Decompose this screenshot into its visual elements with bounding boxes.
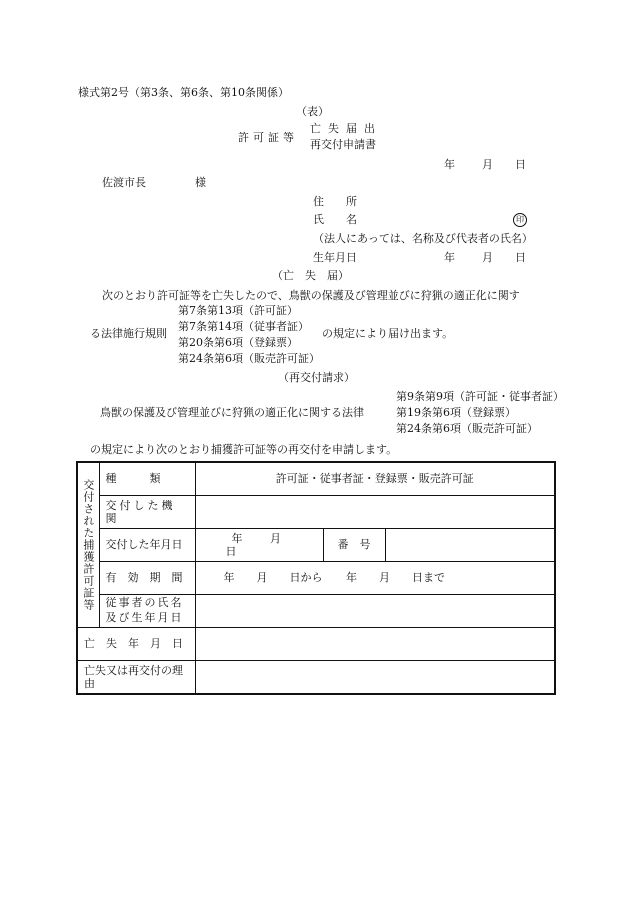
- title-left: 許可証等: [238, 131, 298, 144]
- issue-month: 月: [270, 531, 281, 545]
- validity-value[interactable]: [195, 562, 555, 595]
- type-label: 種 類: [99, 462, 195, 496]
- loss-intro: 次のとおり許可証等を亡失したので、鳥獣の保護及び管理並びに狩猟の適正化に関す: [102, 289, 520, 302]
- seal-icon: [513, 212, 527, 227]
- issue-day: 日: [225, 545, 237, 558]
- table-row: [77, 661, 555, 695]
- validity-to: 年 月 日まで: [346, 571, 445, 585]
- table-row: [77, 529, 555, 562]
- applicant-address-label: 住 所: [313, 195, 357, 208]
- birth-day: 日: [515, 251, 526, 264]
- loss-closing: の規定により届け出ます。: [322, 327, 454, 340]
- issue-date-label: 交付した年月日: [99, 529, 195, 562]
- worker-value[interactable]: [195, 595, 555, 628]
- reissue-item-2: 第19条第6項（登録票）: [396, 406, 516, 419]
- table-row: [77, 496, 555, 529]
- agency-value[interactable]: [195, 496, 555, 529]
- corp-note: （法人にあっては、名称及び代表者の氏名）: [313, 232, 533, 245]
- reissue-item-1: 第9条第9項（許可証・従事者証）: [396, 390, 564, 403]
- reissue-heading: （再交付請求）: [278, 371, 355, 384]
- reissue-law: 鳥獣の保護及び管理並びに狩猟の適正化に関する法律: [100, 406, 364, 419]
- loss-item-2: 第7条第14項（従事者証）: [178, 320, 309, 333]
- permit-table: [76, 461, 556, 695]
- addressee-honorific: 様: [195, 176, 206, 189]
- worker-label: [99, 595, 195, 628]
- reissue-item-3: 第24条第6項（販売許可証）: [396, 422, 538, 435]
- loss-item-3: 第20条第6項（登録票）: [178, 336, 298, 349]
- loss-date-value[interactable]: [195, 628, 555, 661]
- loss-item-1: 第7条第13項（許可証）: [178, 304, 298, 317]
- agency-label: 交付した機関: [99, 496, 195, 529]
- loss-item-4: 第24条第6項（販売許可証）: [178, 352, 320, 365]
- table-row: [77, 562, 555, 595]
- date-month: 月: [482, 158, 493, 171]
- form-id: 様式第2号（第3条、第6条、第10条関係）: [78, 86, 289, 99]
- seal-mark: 印: [513, 213, 527, 227]
- issue-year: 年: [231, 531, 243, 545]
- birth-year: 年: [444, 251, 455, 264]
- type-value: 許可証・従事者証・登録票・販売許可証: [195, 462, 555, 496]
- title-line2: 再交付申請書: [310, 138, 376, 151]
- loss-heading: （亡 失 届）: [272, 269, 349, 282]
- worker-label-2: 及び生年月日: [105, 611, 184, 624]
- issue-date-value[interactable]: [195, 529, 323, 562]
- loss-date-label: 亡 失 年 月 日: [77, 628, 195, 661]
- front-label: （表）: [296, 105, 329, 118]
- reason-label: 亡失又は再交付の理由: [77, 661, 195, 695]
- worker-label-1: 従事者の氏名: [105, 596, 184, 610]
- validity-label: 有 効 期 間: [99, 562, 195, 595]
- birth-label: 生年月日: [313, 251, 357, 264]
- date-year: 年: [444, 158, 455, 171]
- table-row: [77, 595, 555, 628]
- validity-from: 年 月 日から: [223, 571, 323, 585]
- table-row: [77, 462, 555, 496]
- loss-law-rule: る法律施行規則: [90, 327, 167, 340]
- title-line1: 亡失届出: [310, 122, 382, 135]
- applicant-name-label: 氏 名: [313, 213, 357, 226]
- number-value[interactable]: [385, 529, 555, 562]
- date-day: 日: [515, 158, 526, 171]
- number-label: 番 号: [323, 529, 385, 562]
- group-label-cell: [77, 462, 99, 628]
- birth-month: 月: [482, 251, 493, 264]
- table-row: [77, 628, 555, 661]
- reissue-closing: の規定により次のとおり捕獲許可証等の再交付を申請します。: [90, 443, 398, 456]
- reason-value[interactable]: [195, 661, 555, 695]
- addressee-name: 佐渡市長: [102, 176, 146, 189]
- group-label: 交付された捕獲許可証等: [81, 479, 95, 611]
